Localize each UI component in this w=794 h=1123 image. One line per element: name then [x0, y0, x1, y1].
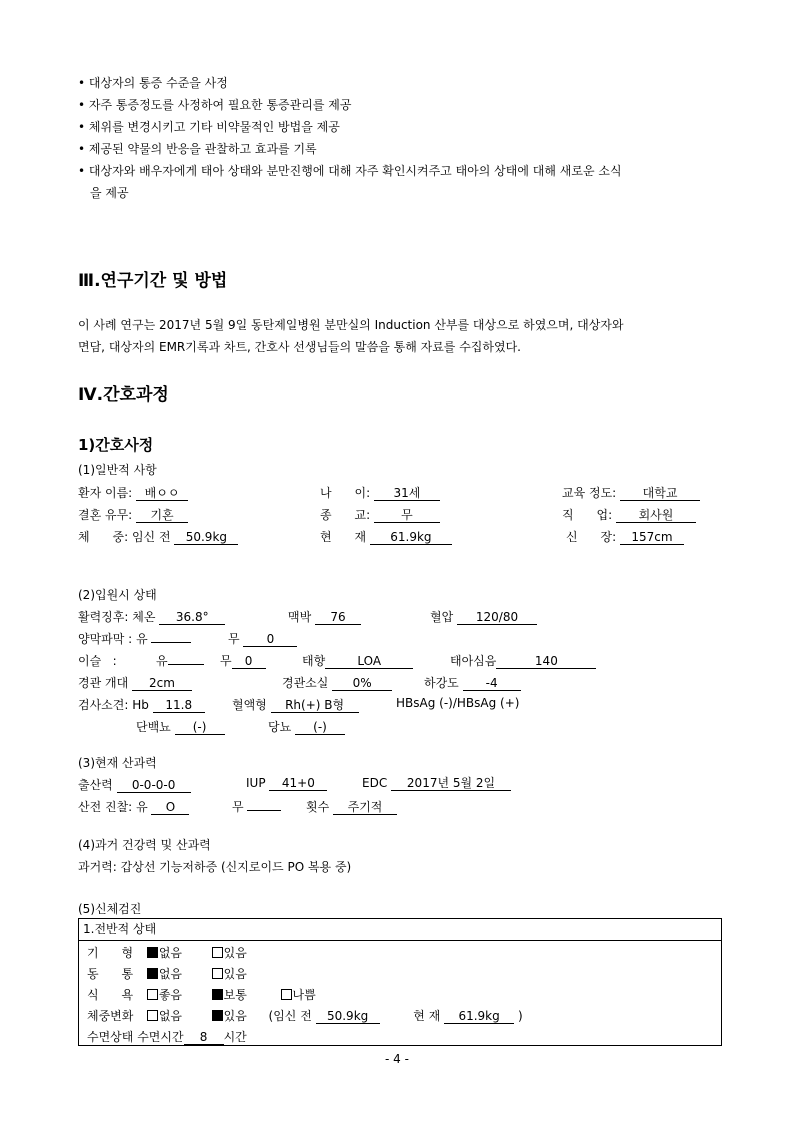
page-number: - 4 - — [385, 1052, 409, 1066]
visit-frequency: 횟수 주기적 — [306, 798, 397, 815]
physical-exam-table — [78, 918, 722, 1046]
sleep-row: 수면상태 수면시간 8 시간 — [87, 1030, 247, 1044]
blood-pressure: 혈압 120/80 — [430, 608, 537, 625]
edc: EDC 2017년 5월 2일 — [362, 776, 511, 791]
current-weight: 현 재 61.9kg — [320, 528, 452, 545]
section-3-title: Ⅲ.연구기간 및 방법 — [78, 271, 228, 291]
section-3-line-1: 이 사례 연구는 2017년 5월 9일 동탄제일병원 분만실의 Induction 산부를 대상으로 하였으며, 대상자와 — [78, 318, 624, 332]
show-no: 무 0 — [220, 652, 266, 669]
cervical-dilation: 경관 개대 2cm — [78, 674, 192, 691]
weight: 체 중: 임신 전 50.9kg — [78, 528, 238, 545]
show: 이슬 : — [78, 654, 117, 668]
deformity-row: 기 형 없음 있음 — [87, 946, 247, 960]
hbs-antigen: HBsAg (-)/HBsAg (+) — [396, 696, 520, 710]
blood-type: 혈액형 Rh(+) B형 — [232, 696, 359, 713]
bullet-4: • 제공된 약물의 반응을 관찰하고 효과를 기록 — [78, 142, 317, 156]
bullet-3: • 체위를 변경시키고 기타 비약물적인 방법을 제공 — [78, 120, 340, 134]
checkbox-checked-icon[interactable] — [212, 1010, 223, 1021]
prenatal-no: 무 — [232, 798, 281, 815]
patient-education: 교육 정도: 대학교 — [562, 484, 700, 501]
physical-exam-title: (5)신체검진 — [78, 902, 142, 916]
occupation: 직 업: 회사원 — [562, 506, 696, 523]
membrane-rupture: 양막파막 : 유 — [78, 630, 191, 647]
general-title: (1)일반적 사항 — [78, 463, 157, 477]
iup: IUP 41+0 — [246, 776, 327, 791]
fetal-position: 태향 LOA — [302, 652, 413, 669]
patient-name: 환자 이름: 배ㅇㅇ — [78, 484, 188, 501]
show-yes: 유 — [156, 652, 204, 669]
fetal-heart-rate: 태아심음 140 — [450, 652, 596, 669]
section-4-title: Ⅳ.간호과정 — [78, 385, 169, 405]
checkbox-empty-icon[interactable] — [147, 989, 158, 1000]
obstetric-history: 출산력 0-0-0-0 — [78, 776, 191, 793]
bullet-1: • 대상자의 통증 수준을 사정 — [78, 76, 228, 90]
vital-signs: 활력징후: 체온 36.8° — [78, 608, 225, 625]
pain-row: 동 통 없음 있음 — [87, 967, 247, 981]
checkbox-empty-icon[interactable] — [281, 989, 292, 1000]
bullet-2: • 자주 통증정도를 사정하여 필요한 통증관리를 제공 — [78, 98, 352, 112]
membrane-no: 무 0 — [228, 630, 297, 647]
prenatal-care: 산전 진찰: 유 O — [78, 798, 189, 815]
religion: 종 교: 무 — [320, 506, 440, 523]
height: 신 장: 157cm — [566, 528, 684, 545]
station: 하강도 -4 — [424, 674, 521, 691]
appetite-row: 식 욕 좋음 보통 나쁨 — [87, 988, 316, 1002]
checkbox-empty-icon[interactable] — [212, 968, 223, 979]
lab-findings: 검사소견: Hb 11.8 — [78, 696, 205, 713]
past-history-line: 과거력: 갑상선 기능저하증 (신지로이드 PO 복용 중) — [78, 860, 352, 874]
checkbox-empty-icon[interactable] — [147, 1010, 158, 1021]
checkbox-checked-icon[interactable] — [147, 947, 158, 958]
general-condition-title: 1.전반적 상태 — [79, 919, 721, 941]
assessment-title: 1)간호사정 — [78, 436, 154, 454]
admission-title: (2)입원시 상태 — [78, 588, 157, 602]
obstetric-title: (3)현재 산과력 — [78, 756, 157, 770]
weight-change-row: 체중변화 없음 있음 (임신 전 50.9kg 현 재 61.9kg ) — [87, 1009, 523, 1023]
checkbox-checked-icon[interactable] — [212, 989, 223, 1000]
proteinuria: 단백뇨 (-) — [136, 718, 225, 735]
glycosuria: 당뇨 (-) — [268, 718, 345, 735]
bullet-5-cont: 을 제공 — [90, 186, 129, 200]
bullet-5: • 대상자와 배우자에게 태아 상태와 분만진행에 대해 자주 확인시켜주고 태아의 상태에 대해 새로운 소식 — [78, 164, 622, 178]
pulse: 맥박 76 — [288, 608, 361, 625]
past-history-title: (4)과거 건강력 및 산과력 — [78, 838, 211, 852]
checkbox-checked-icon[interactable] — [147, 968, 158, 979]
section-3-line-2: 면담, 대상자의 EMR기록과 차트, 간호사 선생님들의 말씀을 통해 자료를 수집하였다. — [78, 340, 521, 354]
patient-age: 나 이: 31세 — [320, 484, 440, 501]
effacement: 경관소실 0% — [282, 674, 392, 691]
checkbox-empty-icon[interactable] — [212, 947, 223, 958]
marriage-status: 결혼 유무: 기혼 — [78, 506, 188, 523]
